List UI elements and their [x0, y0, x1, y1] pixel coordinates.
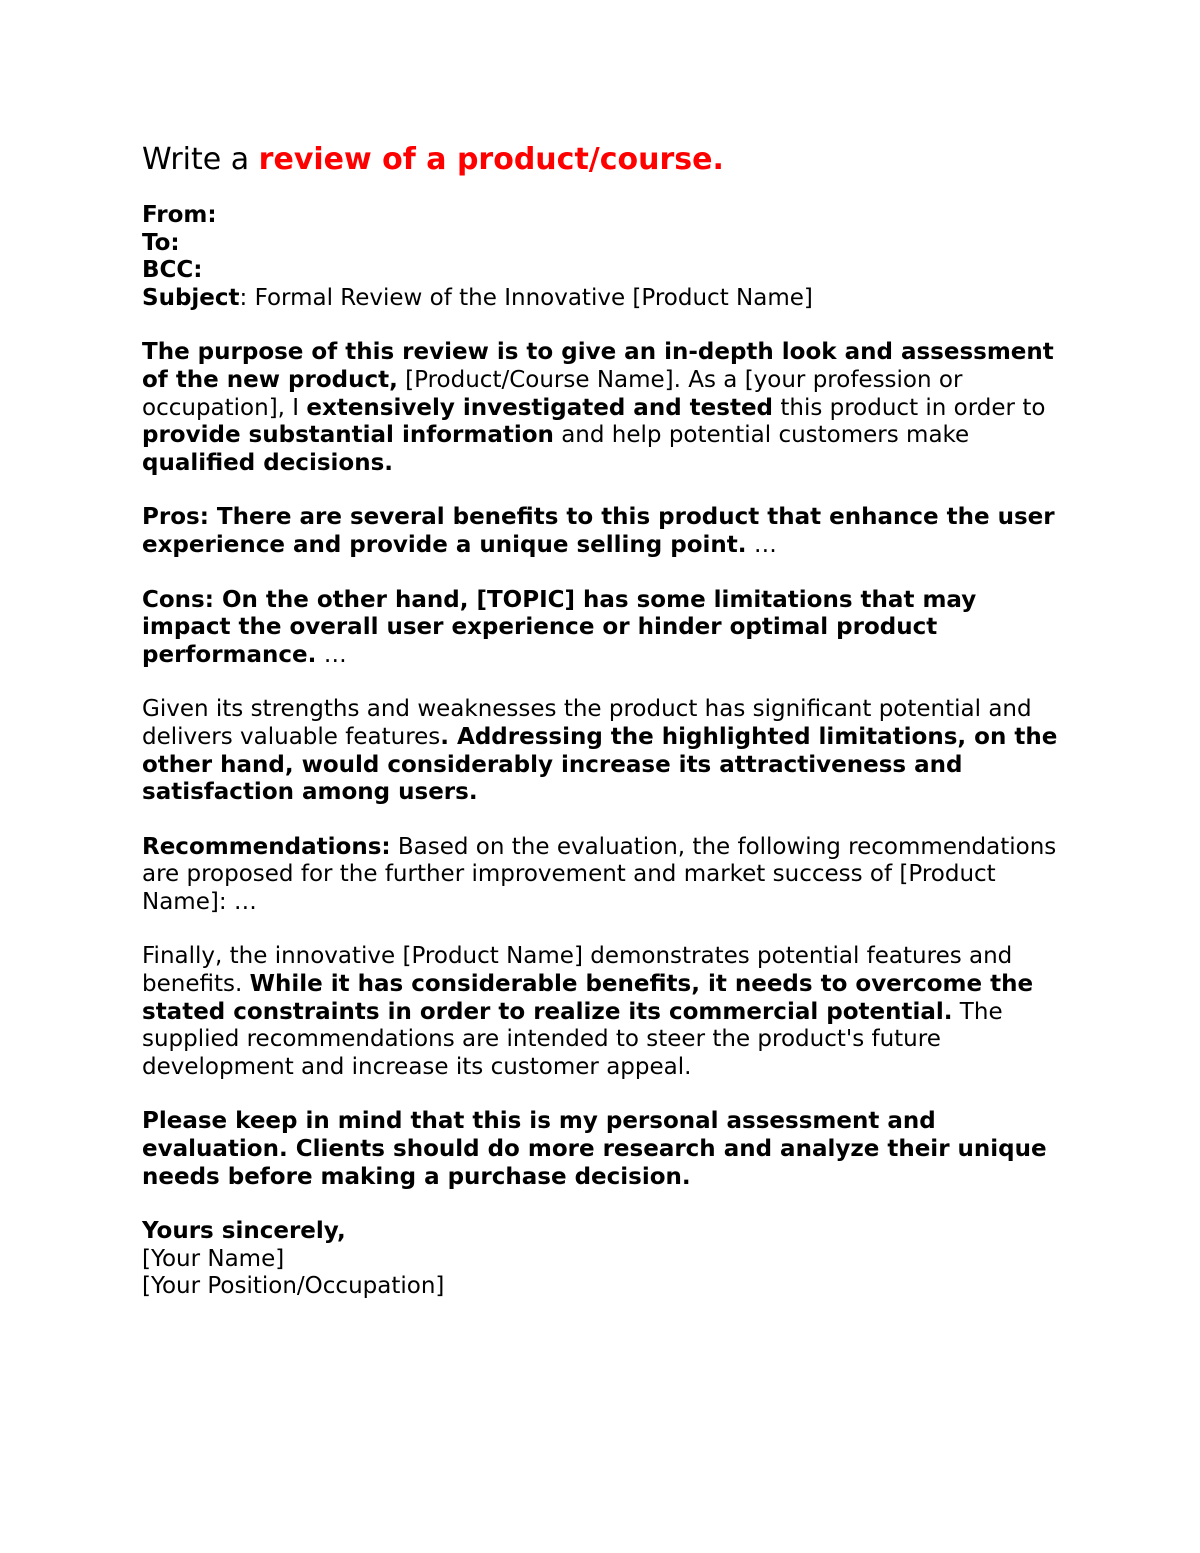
heading-prefix: Write a — [142, 142, 259, 177]
spacer — [142, 312, 1072, 339]
to-field-label: To: — [142, 229, 180, 256]
disclaimer-paragraph: Please keep in mind that this is my personal assessment and evaluation. Clients should do more research and analyze their unique needs before making a purchase decision. — [142, 1108, 1047, 1190]
heading-highlight: review of a product/course. — [258, 142, 724, 177]
signoff-name: [Your Name] — [142, 1245, 285, 1272]
subject-label: Subject — [142, 284, 240, 311]
pros-paragraph — [142, 504, 1072, 559]
intro-bold-4: qualified decisions. — [142, 449, 394, 476]
intro-text-2: this product in order to — [773, 394, 1046, 421]
recommendations-label: Recommendations: — [142, 833, 391, 860]
intro-bold-1: The purpose of this review is to give an in-depth look and assessment of the new product, — [142, 339, 1054, 393]
cons-ellipsis: … — [316, 641, 347, 668]
signoff-closing: Yours sincerely, — [142, 1218, 346, 1245]
signoff-block — [142, 1218, 1072, 1301]
conclusion-paragraph — [142, 943, 1072, 1081]
intro-text-1: [Product/Course Name]. As a [your profession or occupation], I — [142, 366, 963, 421]
document-body — [142, 140, 1072, 1301]
pros-bold: Pros: There are several benefits to this product that enhance the user experience and provide a unique selling point. — [142, 504, 1055, 558]
intro-bold-2: extensively investigated and tested — [306, 394, 774, 421]
intro-bold-3: provide substantial information — [142, 422, 554, 449]
pros-ellipsis: … — [746, 531, 777, 558]
subject-value: : Formal Review of the Innovative [Product Name] — [239, 284, 813, 311]
recommendations-text: Based on the evaluation, the following recommendations are proposed for the further improvement and market success of [Product Name]: … — [142, 833, 1057, 915]
header-fields — [142, 202, 1072, 312]
recommendations-paragraph — [142, 834, 1072, 917]
summary-text: Given its strengths and weaknesses the product has significant potential and delivers valuable features — [142, 696, 1032, 750]
intro-paragraph — [142, 339, 1072, 477]
intro-text-3: and help potential customers make — [553, 422, 970, 449]
conclusion-bold: While it has considerable benefits, it needs to overcome the stated constraints in order to realize its commercial potential. — [142, 971, 1034, 1025]
summary-paragraph — [142, 696, 1072, 806]
cons-bold: Cons: On the other hand, [TOPIC] has some limitations that may impact the overall user experience or hinder optimal product performance. — [142, 586, 977, 668]
summary-bold: . Addressing the highlighted limitations, on the other hand, would considerably increase its attractiveness and satisfaction among users. — [142, 723, 1058, 806]
from-field-label: From: — [142, 202, 217, 228]
subject-field — [142, 285, 1072, 313]
bcc-field-label: BCC: — [142, 257, 203, 284]
cons-paragraph — [142, 587, 1072, 670]
signoff-position: [Your Position/Occupation] — [142, 1273, 445, 1300]
conclusion-text-1: Finally, the innovative [Product Name] demonstrates potential features and benefits. — [142, 943, 1013, 998]
conclusion-text-2: The supplied recommendations are intended to steer the product's future development and increase its customer appeal. — [142, 998, 1003, 1080]
document-heading — [142, 140, 1072, 180]
